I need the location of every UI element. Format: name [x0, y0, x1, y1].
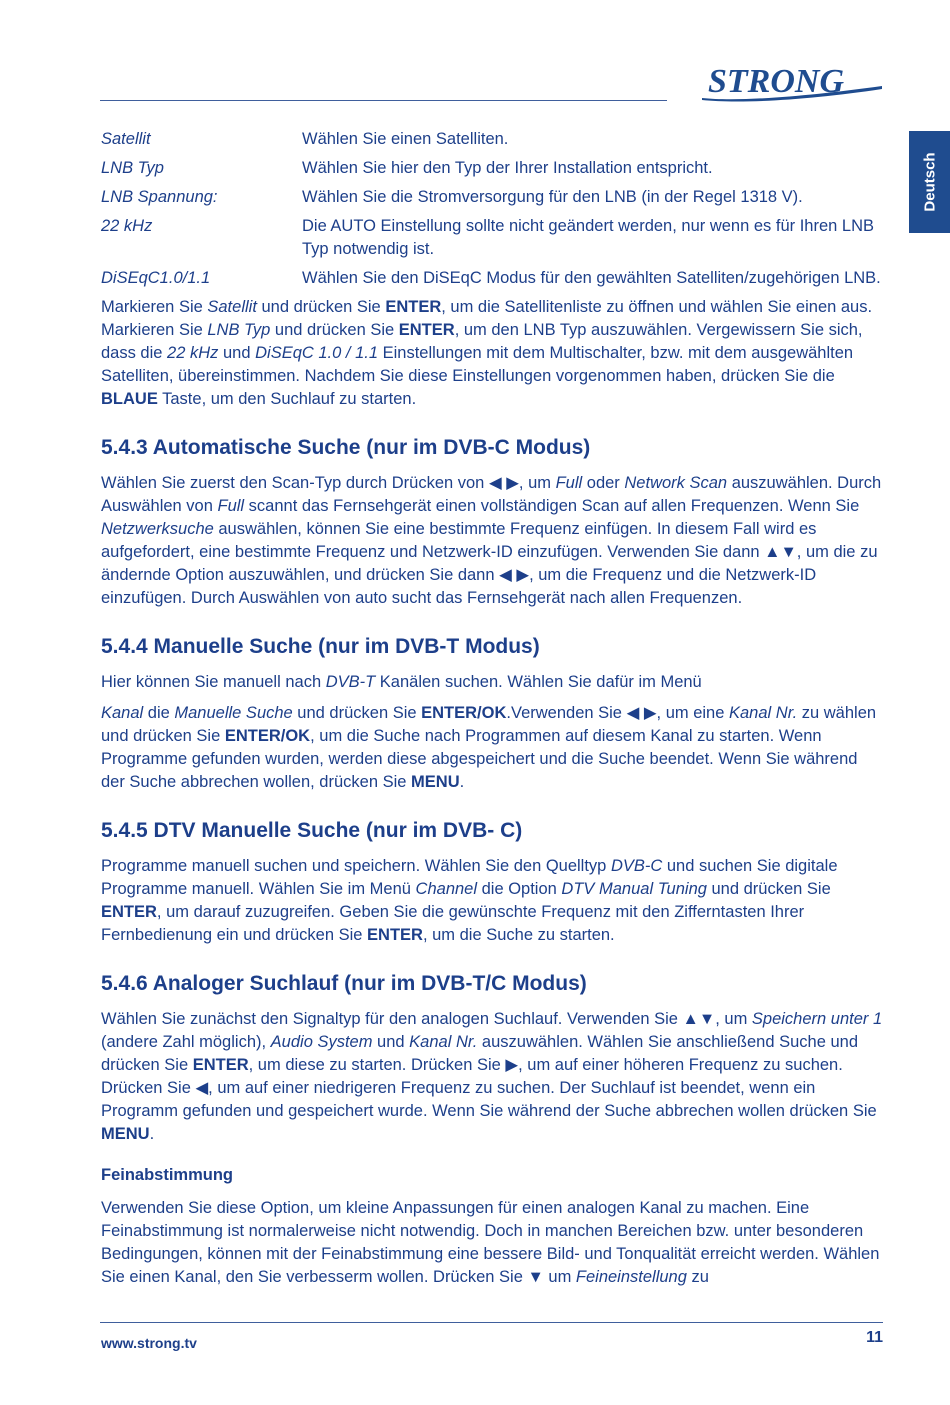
text-run: Wählen Sie zunächst den Signaltyp für den analogen Suchlauf. Verwenden Sie ▲▼, um — [101, 1010, 752, 1028]
param-name: LNB Spannung: — [101, 188, 218, 206]
param-name: 22 kHz — [101, 217, 153, 235]
text-run: , um die Suche zu starten. — [422, 926, 615, 944]
text-run: zu — [686, 1268, 709, 1286]
header-rule — [100, 100, 667, 101]
bold-text: ENTER — [192, 1056, 249, 1074]
text-run: .Verwenden Sie ◀ ▶, um eine — [506, 704, 729, 722]
italic-text: Manuelle Suche — [174, 704, 293, 722]
footer-url: www.strong.tv — [101, 1335, 197, 1351]
footer-rule — [100, 1322, 883, 1323]
section-paragraph — [101, 855, 885, 947]
section-paragraph — [101, 472, 885, 610]
section-paragraph — [101, 702, 885, 794]
text-run: und drücken Sie — [270, 321, 399, 339]
text-run: Markieren Sie — [101, 298, 208, 316]
param-name: Satellit — [101, 130, 151, 148]
param-name: LNB Typ — [101, 159, 164, 177]
sections — [101, 434, 885, 1146]
text-run: Kanälen suchen. Wählen Sie dafür im Menü — [375, 673, 702, 691]
text-run: , um darauf zuzugreifen. Geben Sie die gewünschte Frequenz mit den Zifferntasten Ihrer Fernbedienung ein und drücken Sie — [101, 903, 805, 944]
italic-text: Netzwerksuche — [101, 520, 214, 538]
param-row — [101, 267, 885, 296]
text-run: auswählen, können Sie eine bestimmte Frequenz einfügen. In diesem Fall wird es aufgefordert, eine bestimmte Frequenz und Netzwerk-ID einzufügen. Verwenden Sie dann ▲▼, um die zu ändernde Option auszuwählen, und drücken Sie dann ◀ ▶, um die Frequenz und die Netzwerk-ID einzufügen. Durch Auswählen von auto sucht das Fernsehgerät nach allen Frequenzen. — [101, 520, 878, 607]
text-run: Taste, um den Suchlauf zu starten. — [157, 390, 417, 408]
text-run: oder — [582, 474, 625, 492]
text-run: und drücken Sie — [706, 880, 831, 898]
italic-text: Kanal Nr. — [409, 1033, 478, 1051]
subsection-paragraph — [101, 1197, 885, 1289]
page-number: 11 — [866, 1329, 883, 1346]
language-tab-label: Deutsch — [921, 152, 938, 212]
bold-text: BLAUE — [101, 390, 158, 408]
param-description: Wählen Sie einen Satelliten. — [302, 130, 509, 148]
param-name: DiSEqC1.0/1.1 — [101, 269, 211, 287]
text-run: , um die Suche nach Programmen auf diesem Kanal zu starten. Wenn Programme gefunden wurden, werden diese abgespeichert und die Suche beendet. Wenn Sie während der Suche abbrechen wollen, drücken Sie — [101, 727, 858, 791]
text-run: scannt das Fernsehgerät einen vollständigen Scan auf allen Frequenzen. Wenn Sie — [244, 497, 860, 515]
italic-text: Network Scan — [624, 474, 728, 492]
bold-text: ENTER/OK — [421, 704, 507, 722]
param-description: Wählen Sie den DiSEqC Modus für den gewählten Satelliten/zugehörigen LNB. — [302, 269, 881, 287]
bold-text: ENTER — [101, 903, 157, 921]
text-run: und — [218, 344, 256, 362]
text-run: und drücken Sie — [292, 704, 422, 722]
bold-text: ENTER — [367, 926, 423, 944]
italic-text: DVB-T — [325, 673, 376, 691]
text-run: die — [143, 704, 175, 722]
text-run: auszuwählen. Durch Auswählen von — [101, 474, 882, 515]
section-heading: 5.4.3 Automatische Suche (nur im DVB-C Modus) — [101, 436, 591, 459]
page-content — [101, 128, 885, 1289]
strong-logo — [700, 62, 884, 102]
parameter-table — [101, 128, 885, 296]
italic-text: Kanal — [101, 704, 144, 722]
italic-text: Full — [555, 474, 583, 492]
bold-text: ENTER — [385, 298, 442, 316]
text-run: Verwenden Sie diese Option, um kleine Anpassungen für einen analogen Kanal zu machen. Eine Feinabstimmung ist normalerweise nicht notwendig. Doch in manchen Bereichen bzw. unter besonderen Bedingungen, können mit der Feinabstimmung eine bessere Bild- und Tonqualität erreicht werden. Wählen Sie einen Kanal, den Sie verbesserm wollen. Drücken Sie ▼ um — [101, 1199, 880, 1286]
param-row — [101, 157, 885, 186]
param-description: Wählen Sie die Stromversorgung für den LNB (in der Regel 1318 V). — [302, 188, 803, 206]
bold-text: ENTER/OK — [224, 727, 311, 745]
text-run: Einstellungen mit dem Multischalter, bzw. mit dem ausgewählten Satelliten, übereinstimmen. Nachdem Sie diese Einstellungen vorgenommen haben, drücken Sie die — [101, 344, 854, 385]
section-heading: 5.4.4 Manuelle Suche (nur im DVB-T Modus) — [101, 635, 540, 658]
bold-text: MENU — [411, 773, 460, 791]
italic-text: Audio System — [270, 1033, 373, 1051]
brand-text: STRONG — [708, 63, 845, 100]
italic-text: DTV Manual Tuning — [561, 880, 707, 898]
text-run: Hier können Sie manuell nach — [101, 673, 326, 691]
language-tab — [909, 131, 950, 233]
text-run: und — [372, 1033, 410, 1051]
param-row — [101, 128, 885, 157]
text-run: und suchen Sie digitale Programme manuell. Wählen Sie im Menü — [101, 857, 838, 898]
italic-text: Full — [217, 497, 245, 515]
text-run: auszuwählen. Wählen Sie anschließend Suche und drücken Sie — [101, 1033, 859, 1074]
text-run: Programme manuell suchen und speichern. Wählen Sie den Quelltyp — [101, 857, 611, 875]
text-run: . — [149, 1125, 155, 1143]
text-run: , um diese zu starten. Drücken Sie ▶, um auf einer höheren Frequenz zu suchen. Drücken Sie ◀, um auf einer niedrigeren Frequenz zu suchen. Der Suchlauf ist beendet, wenn ein Programm gefunden und gespeichert wurde. Wenn Sie während der Suche abbrechen wollen drücken Sie — [101, 1056, 877, 1120]
text-run: (andere Zahl möglich), — [101, 1033, 271, 1051]
bold-text: ENTER — [398, 321, 455, 339]
param-description: Wählen Sie hier den Typ der Ihrer Installation entspricht. — [302, 159, 713, 177]
italic-text: Kanal Nr. — [729, 704, 798, 722]
italic-text: DiSEqC 1.0 / 1.1 — [255, 344, 379, 362]
text-run: und drücken Sie — [256, 298, 386, 316]
param-row — [101, 215, 885, 267]
intro-paragraph — [101, 296, 885, 411]
italic-text: Channel — [415, 880, 478, 898]
italic-text: LNB Typ — [207, 321, 271, 339]
text-run: die Option — [477, 880, 562, 898]
italic-text: 22 kHz — [167, 344, 219, 362]
section-paragraph — [101, 1008, 885, 1146]
subsection-heading: Feinabstimmung — [101, 1166, 234, 1184]
text-run: Wählen Sie zuerst den Scan-Typ durch Drücken von ◀ ▶, um — [101, 474, 556, 492]
text-run: . — [459, 773, 465, 791]
italic-text: Speichern unter 1 — [751, 1010, 883, 1028]
text-run: , um die Satellitenliste zu öffnen und wählen Sie einen aus. Markieren Sie — [101, 298, 873, 339]
param-row — [101, 186, 885, 215]
text-run: , um den LNB Typ auszuwählen. Vergewissern Sie sich, dass die — [101, 321, 863, 362]
section-heading: 5.4.6 Analoger Suchlauf (nur im DVB-T/C Modus) — [101, 972, 587, 995]
italic-text: DVB-C — [610, 857, 663, 875]
text-run: zu wählen und drücken Sie — [101, 704, 877, 745]
section-heading: 5.4.5 DTV Manuelle Suche (nur im DVB- C) — [101, 819, 523, 842]
bold-text: MENU — [101, 1125, 150, 1143]
section-paragraph — [101, 671, 885, 694]
param-description: Die AUTO Einstellung sollte nicht geändert werden, nur wenn es für Ihren LNB Typ notwendig ist. — [302, 217, 875, 258]
italic-text: Satellit — [207, 298, 257, 316]
italic-text: Feineinstellung — [575, 1268, 687, 1286]
